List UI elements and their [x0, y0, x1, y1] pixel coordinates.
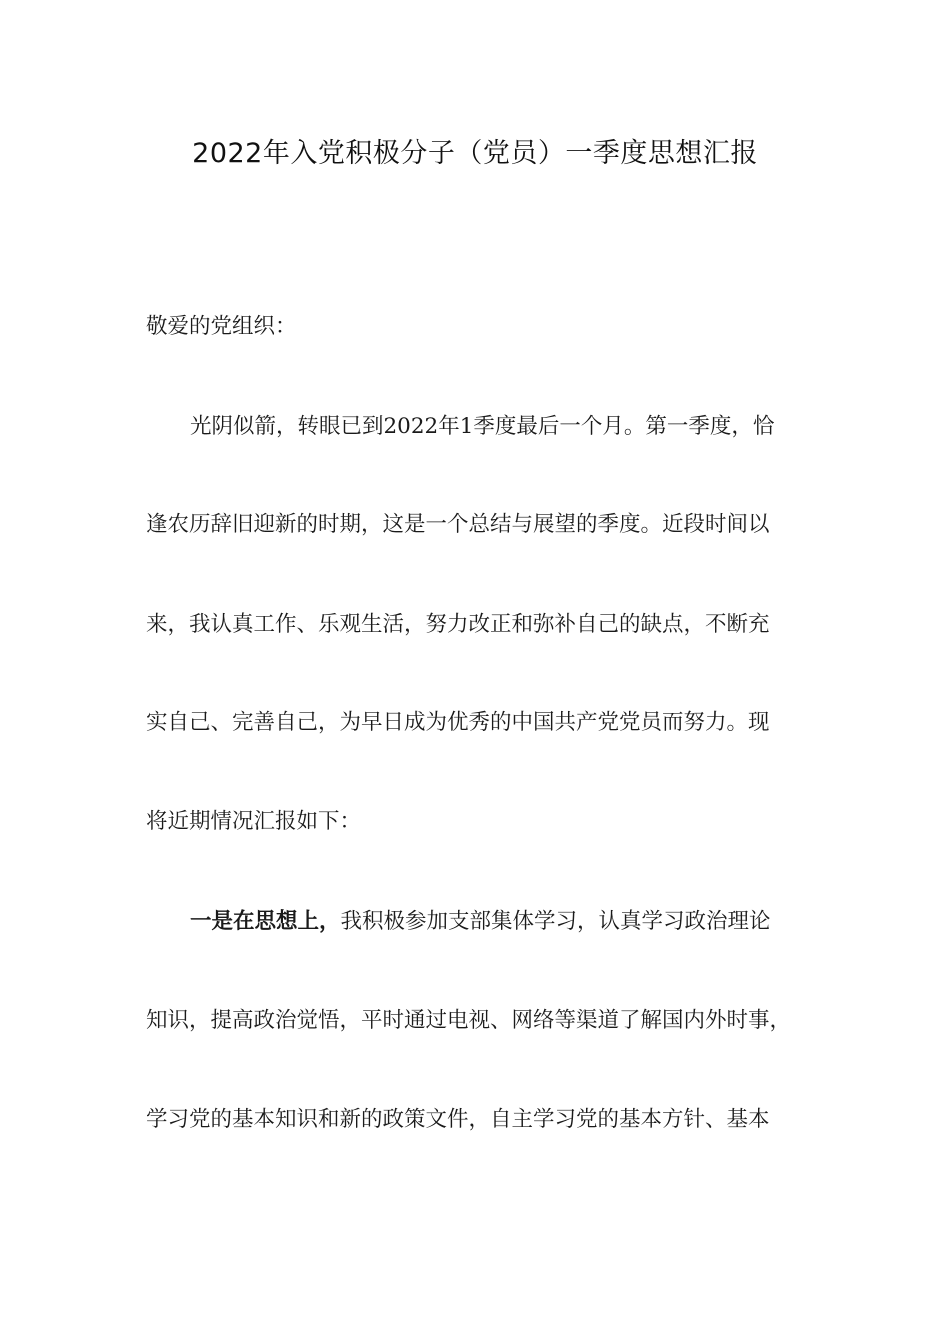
- paragraph-2-line-2: 知识，提高政治觉悟，平时通过电视、网络等渠道了解国内外时事，: [146, 1008, 792, 1033]
- paragraph-2-line-3: 学习党的基本知识和新的政策文件，自主学习党的基本方针、基本: [146, 1107, 770, 1132]
- paragraph-1-line-5: 将近期情况汇报如下：: [146, 809, 362, 834]
- paragraph-2-line-1: [190, 904, 771, 940]
- document-title: 2022年入党积极分子（党员）一季度思想汇报: [192, 138, 758, 169]
- paragraph-1-line-2: 逢农历辞旧迎新的时期，这是一个总结与展望的季度。近段时间以: [146, 512, 770, 537]
- paragraph-1-line-3: 来，我认真工作、乐观生活，努力改正和弥补自己的缺点，不断充: [146, 612, 770, 637]
- paragraph-1-line-1: 光阴似箭，转眼已到2022年1季度最后一个月。第一季度，恰: [190, 414, 775, 439]
- salutation: 敬爱的党组织：: [146, 314, 297, 339]
- paragraph-1-line-4: 实自己、完善自己，为早日成为优秀的中国共产党党员而努力。现: [146, 710, 770, 735]
- paragraph-2-lead-heading: 一是在思想上，: [190, 909, 341, 934]
- paragraph-2-first-line-text: 我积极参加支部集体学习，认真学习政治理论: [340, 909, 771, 934]
